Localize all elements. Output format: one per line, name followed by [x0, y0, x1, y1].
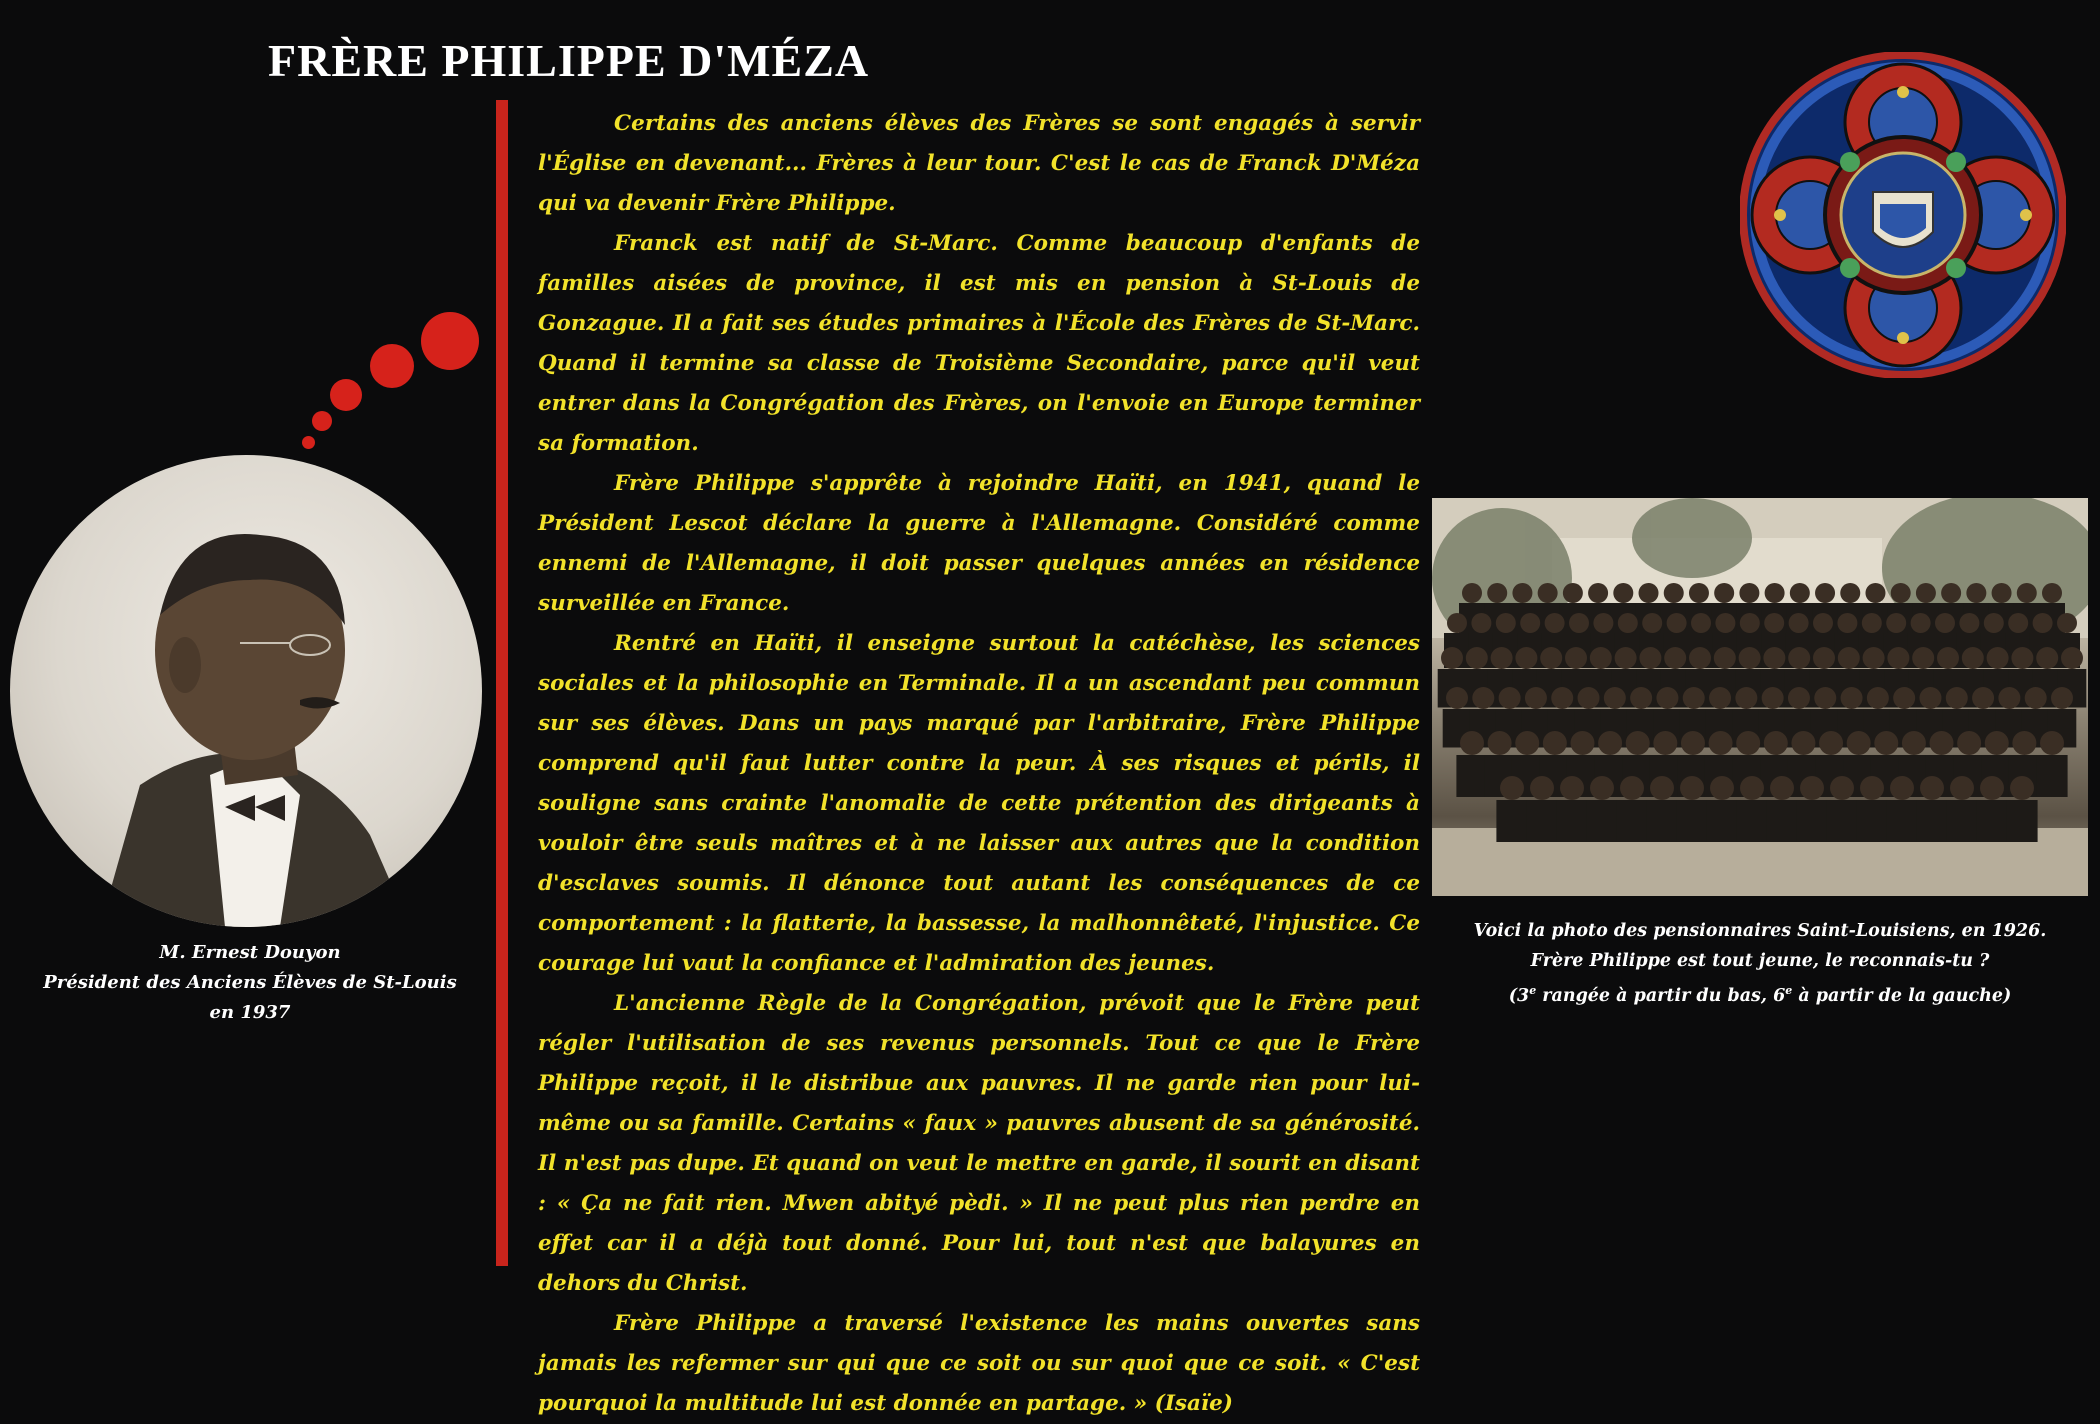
thought-bubble-dot — [370, 344, 414, 388]
portrait-illustration — [10, 455, 482, 927]
article-text-run: Franck est natif de St-Marc. Comme beaucoup d'enfants de familles aisées de province, il est mis en pension à St-Louis de Gonzague. Il a fait ses études primaires à l'École des Frères de St-Marc. Quand il termine sa classe de Troisième Secondaire, parce qu'il veut entrer dans la Congrégation des Frères, on l'envoie en Europe terminer sa formation. — [538, 231, 1420, 456]
thought-bubble-dot — [330, 379, 362, 411]
portrait-photo-ernest-douyon — [10, 455, 482, 927]
portrait-caption-year: en 1937 — [209, 1002, 291, 1023]
portrait-caption-role: Président des Anciens Élèves de St-Louis — [43, 972, 457, 993]
thought-bubble-dot — [302, 436, 315, 449]
article-text-run: L'ancienne Règle de la Congrégation, prévoit que le Frère peut régler l'utilisation de ses revenus personnels. Tout ce que le Frère Philippe reçoit, il le distribue aux pauvres. Il ne garde rien pour lui-même ou sa famille. Certains « faux » pauvres abusent de sa générosité. Il n'est pas dupe. Et quand on veut le mettre en garde, il sourit en disant : « Ça ne fait rien. Mwen abityé pèdi. » Il ne peut plus rien perdre en effet car il a déjà tout donné. Pour lui, tout n'est que balayures en dehors du Christ. — [538, 991, 1420, 1296]
vertical-red-divider — [496, 100, 508, 1266]
group-caption-line3: (3e rangée à partir du bas, 6e à partir de la gauche) — [1508, 984, 2012, 1006]
article-text-run: Frère Philippe a traversé l'existence les mains ouvertes sans jamais les refermer sur qui que ce soit ou sur quoi que ce soit. « C'est pourquoi la multitude lui est donnée en partage. » (Isaïe) — [538, 1311, 1420, 1416]
article-paragraph — [538, 464, 1420, 624]
article-paragraph — [538, 1304, 1420, 1424]
group-photo-caption — [1420, 916, 2100, 1011]
article-text-run: en devenant... Frères à leur tour. C'est le cas de Franck D'Méza qui va devenir Frère Philippe. — [538, 151, 1420, 216]
page-title: FRÈRE PHILIPPE D'MÉZA — [268, 35, 870, 86]
thought-bubble-dot — [312, 411, 332, 431]
article-text-run: Certains des anciens élèves des Frères se sont engagés à servir l'Église — [538, 111, 1420, 176]
portrait-caption — [30, 938, 470, 1028]
article-body — [538, 104, 1420, 1424]
stained-glass-illustration — [1740, 52, 2066, 378]
article-text-run: Rentré en Haïti, il enseigne surtout la catéchèse, les sciences sociales et la philosophie en Terminale. Il a un ascendant peu commun sur ses élèves. Dans un pays marqué par l'arbitraire, Frère Philippe comprend qu'il faut lutter contre la peur. À ses risques et périls, il souligne sans crainte l'anomalie de cette prétention des dirigeants à vouloir être seuls maîtres et à ne laisser aux autres que la condition d'esclaves soumis. Il dénonce tout autant les conséquences de ce comportement : la flatterie, la bassesse, la malhonnêteté, l'injustice. Ce courage lui vaut la confiance et l'admiration des jeunes. — [538, 631, 1420, 976]
article-text-run: Frère Philippe s'apprête à rejoindre Haïti, en 1941, quand le Président Lescot déclare la guerre à l'Allemagne. Considéré comme ennemi de l'Allemagne, il doit passer quelques années en résidence surveillée en France. — [538, 471, 1420, 616]
group-photo-illustration — [1432, 498, 2088, 896]
stained-glass-rose-window — [1740, 52, 2066, 378]
thought-bubble-dot — [421, 312, 479, 370]
article-paragraph — [538, 624, 1420, 984]
group-caption-line2: Frère Philippe est tout jeune, le reconnais-tu ? — [1530, 951, 1990, 971]
article-paragraph — [538, 104, 1420, 224]
article-paragraph — [538, 224, 1420, 464]
article-paragraph — [538, 984, 1420, 1304]
group-caption-line1: Voici la photo des pensionnaires Saint-Louisiens, en 1926. — [1473, 921, 2047, 941]
group-photo-pensionnaires-1926 — [1432, 498, 2088, 896]
portrait-caption-name: M. Ernest Douyon — [159, 942, 341, 963]
